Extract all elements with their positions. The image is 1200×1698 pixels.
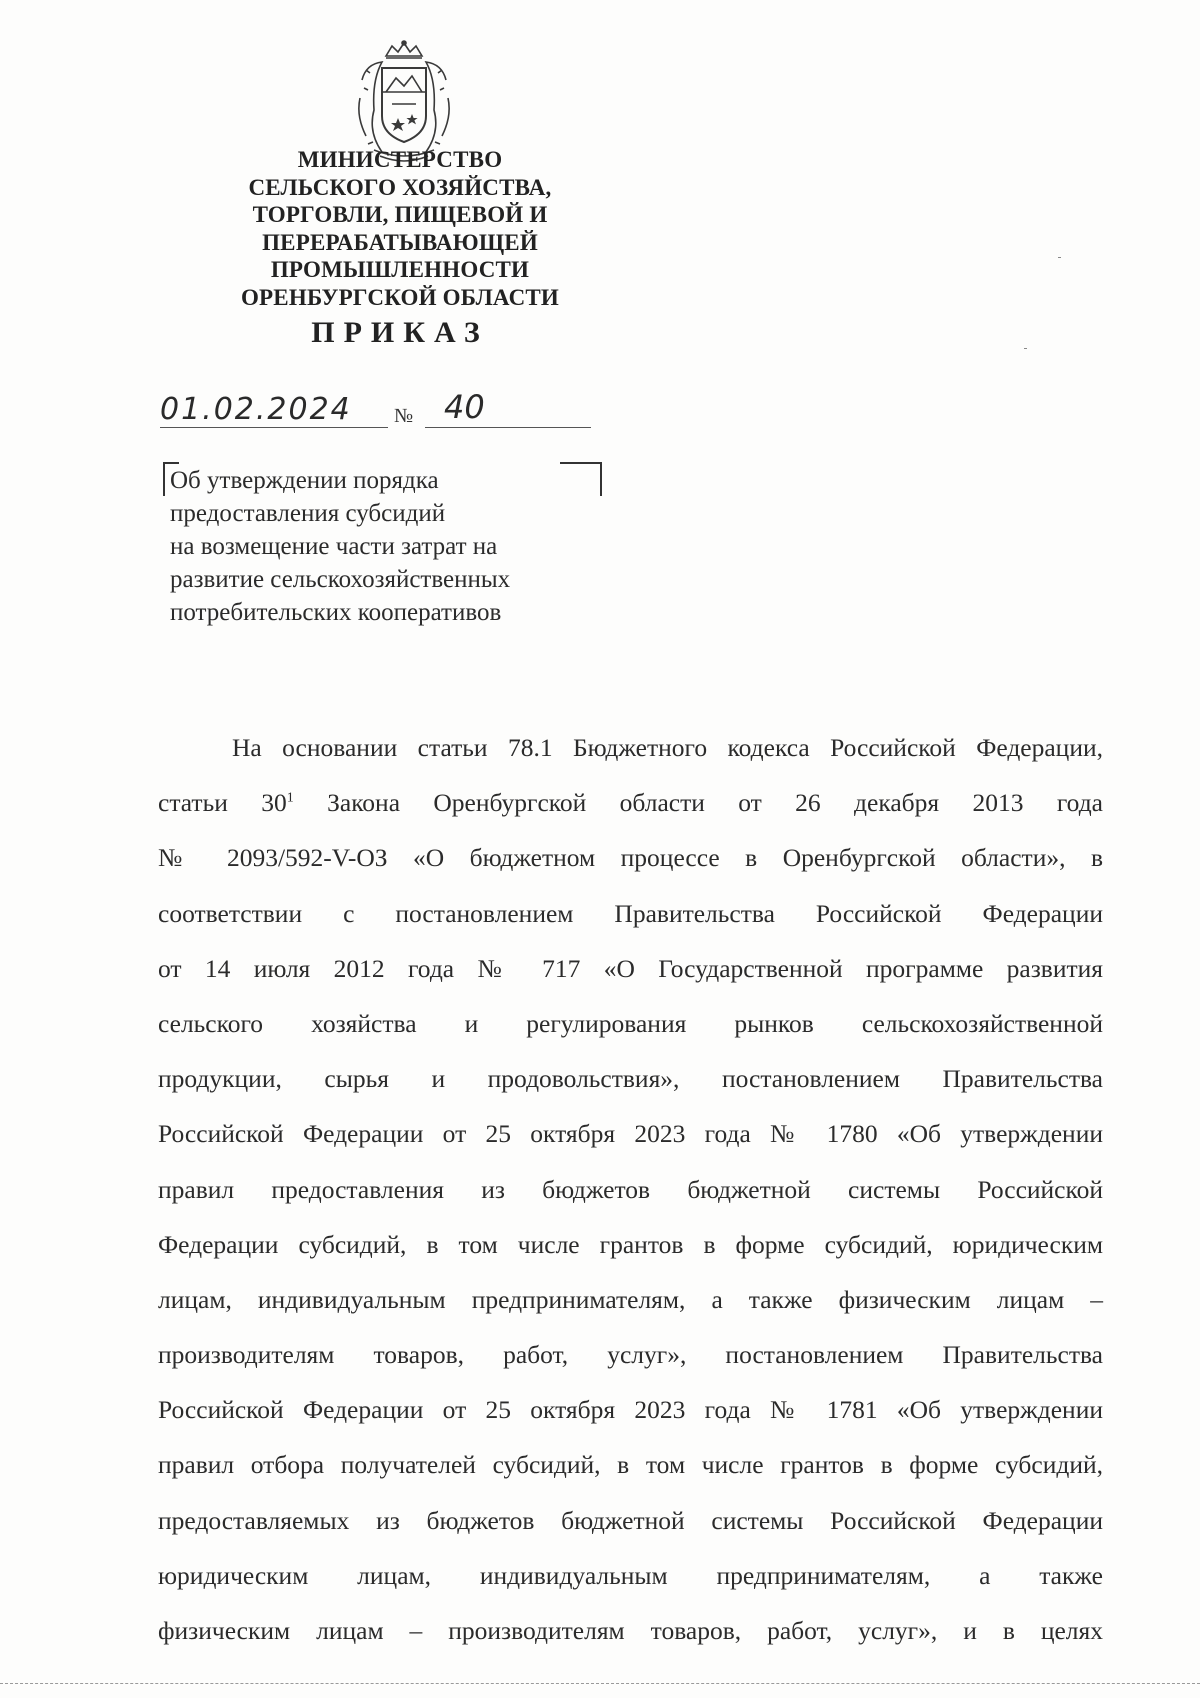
order-number: 40	[444, 388, 485, 426]
body-paragraph	[158, 720, 1103, 1658]
subject-line: Об утверждении порядка	[170, 467, 439, 494]
body-line: правил предоставления из бюджетов бюджетной системы Российской	[158, 1174, 1103, 1204]
superscript: 1	[286, 790, 294, 806]
body-line-text: статьи 30	[158, 788, 287, 818]
body-line-text: Закона Оренбургской области от 26 декабря 2013 года	[293, 788, 1103, 818]
body-line: правил отбора получателей субсидий, в том числе грантов в форме субсидий,	[158, 1450, 1103, 1480]
ministry-name	[210, 146, 590, 311]
number-underline	[425, 427, 591, 428]
ministry-line: ПРОМЫШЛЕННОСТИ	[270, 257, 530, 282]
body-line: Российской Федерации от 25 октября 2023 года № 1780 «Об утверждении	[158, 1119, 1103, 1149]
ministry-line: ТОРГОВЛИ, ПИЩЕВОЙ И	[252, 202, 548, 227]
body-line: соответствии с постановлением Правительства Российской Федерации	[158, 898, 1103, 928]
subject-line: потребительских кооперативов	[170, 599, 502, 626]
body-line	[158, 775, 1103, 830]
body-line: физическим лицам – производителям товаров, работ, услуг», и в целях	[158, 1616, 1103, 1645]
scan-speck	[1024, 348, 1027, 349]
number-sign: №	[394, 405, 414, 427]
ministry-line: ОРЕНБУРГСКОЙ ОБЛАСТИ	[240, 284, 560, 310]
body-line: юридическим лицам, индивидуальным предпринимателям, а также	[158, 1560, 1103, 1590]
date-underline	[160, 427, 388, 428]
body-line: от 14 июля 2012 года № 717 «О Государственной программе развития	[158, 953, 1103, 983]
subject-line: на возмещение части затрат на	[170, 533, 498, 560]
body-line: лицам, индивидуальным предпринимателям, а также физическим лицам –	[158, 1284, 1103, 1314]
scan-speck	[1058, 257, 1061, 258]
body-line: продукции, сырья и продовольствия», постановлением Правительства	[158, 1064, 1103, 1094]
document-type-title: ПРИКАЗ	[311, 316, 489, 349]
body-line: сельского хозяйства и регулирования рынков сельскохозяйственной	[158, 1008, 1103, 1038]
order-date: 01.02.2024	[160, 392, 352, 427]
page-bottom-edge	[0, 1683, 1200, 1684]
subject-line: предоставления субсидий	[170, 500, 446, 527]
body-line: предоставляемых из бюджетов бюджетной системы Российской Федерации	[158, 1505, 1103, 1535]
ministry-line: СЕЛЬСКОГО ХОЗЯЙСТВА,	[248, 174, 552, 200]
body-line: производителям товаров, работ, услуг», постановлением Правительства	[158, 1340, 1103, 1370]
order-subject	[170, 464, 590, 629]
body-line: На основании статьи 78.1 Бюджетного кодекса Российской Федерации,	[232, 733, 1103, 762]
body-line: № 2093/592-V-ОЗ «О бюджетном процессе в Оренбургской области», в	[158, 843, 1103, 873]
body-line: Федерации субсидий, в том числе грантов в форме субсидий, юридическим	[158, 1229, 1103, 1259]
ministry-line: МИНИСТЕРСТВО	[297, 147, 503, 172]
body-line: Российской Федерации от 25 октября 2023 года № 1781 «Об утверждении	[158, 1395, 1103, 1425]
ministry-line: ПЕРЕРАБАТЫВАЮЩЕЙ	[262, 229, 538, 255]
subject-line: развитие сельскохозяйственных	[170, 566, 511, 593]
